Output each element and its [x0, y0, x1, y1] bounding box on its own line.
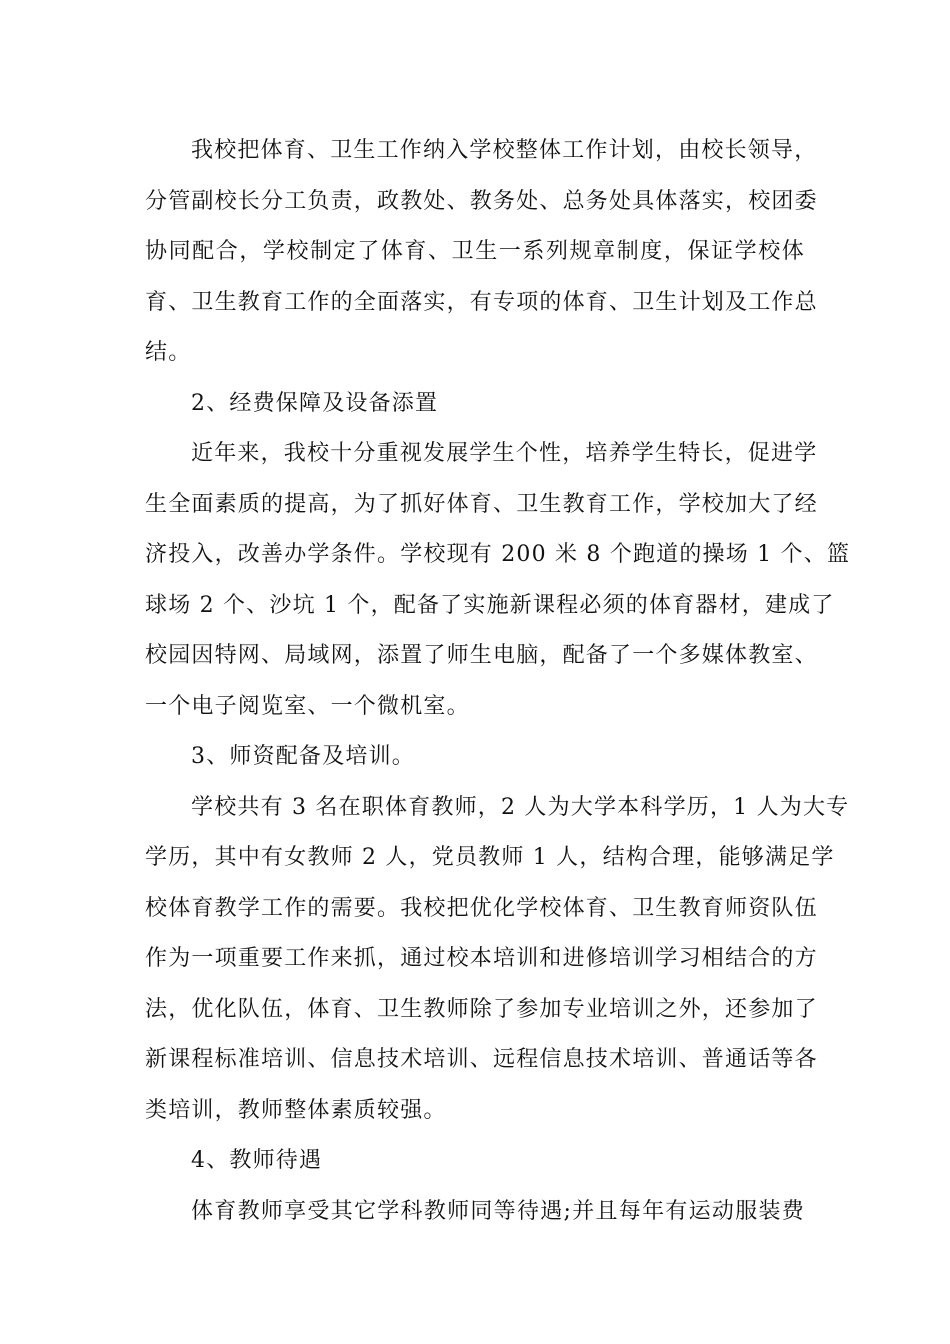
text-line: 球场 2 个、沙坑 1 个，配备了实施新课程必须的体育器材，建成了 [145, 592, 835, 618]
text-line: 我校把体育、卫生工作纳入学校整体工作计划，由校长领导， [191, 138, 818, 163]
text-line: 学历，其中有女教师 2 人，党员教师 1 人，结构合理，能够满足学 [145, 845, 835, 870]
section-heading: 3、师资配备及培训。 [191, 744, 415, 769]
text-line: 新课程标准培训、信息技术培训、远程信息技术培训、普通话等各 [145, 1047, 818, 1072]
text-line: 作为一项重要工作来抓，通过校本培训和进修培训学习相结合的方 [145, 946, 818, 971]
document-body [145, 126, 851, 1237]
text-line: 校园因特网、局域网，添置了师生电脑，配备了一个多媒体教室、 [145, 643, 818, 668]
section-heading: 2、经费保障及设备添置 [191, 390, 439, 416]
text-line: 法，优化队伍，体育、卫生教师除了参加专业培训之外，还参加了 [145, 996, 818, 1022]
text-line: 校体育教学工作的需要。我校把优化学校体育、卫生教育师资队伍 [145, 895, 818, 921]
text-line: 近年来，我校十分重视发展学生个性，培养学生特长，促进学 [191, 441, 818, 466]
text-line: 结。 [145, 340, 192, 365]
text-line: 类培训，教师整体素质较强。 [145, 1097, 447, 1123]
text-line: 济投入，改善办学条件。学校现有 200 米 8 个跑道的操场 1 个、篮 [145, 542, 851, 567]
text-line: 育、卫生教育工作的全面落实，有专项的体育、卫生计划及工作总 [145, 289, 818, 315]
text-line: 分管副校长分工负责，政教处、教务处、总务处具体落实，校团委 [145, 188, 818, 214]
text-line: 生全面素质的提高，为了抓好体育、卫生教育工作，学校加大了经 [145, 491, 818, 517]
text-line: 一个电子阅览室、一个微机室。 [145, 693, 470, 719]
text-line: 体育教师享受其它学科教师同等待遇;并且每年有运动服装费 [191, 1198, 805, 1224]
text-line: 学校共有 3 名在职体育教师，2 人为大学本科学历，1 人为大专 [191, 794, 850, 820]
text-line: 协同配合，学校制定了体育、卫生一系列规章制度，保证学校体 [145, 239, 805, 264]
section-heading: 4、教师待遇 [191, 1148, 323, 1173]
